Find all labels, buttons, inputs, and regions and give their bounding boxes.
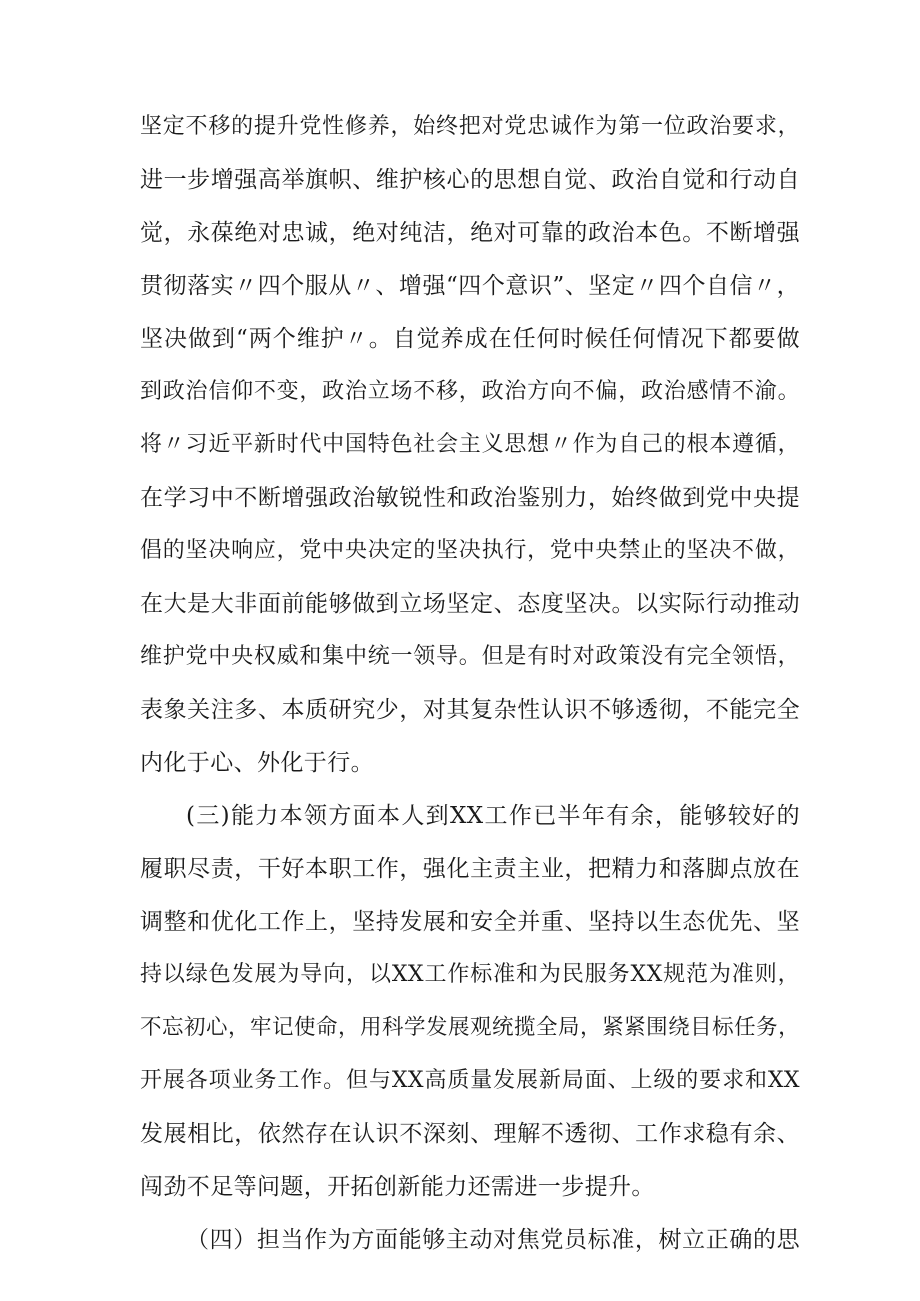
body-text-line: 表象关注多、本质研究少，对其复杂性认识不够透彻，不能完全: [140, 697, 800, 723]
body-text-line: 到政治信仰不变，政治立场不移，政治方向不偏，政治感情不渝。: [140, 379, 800, 404]
body-text-line: 履职尽责，干好本职工作，强化主责主业，把精力和落脚点放在: [140, 856, 800, 882]
section-three-first-line: (三)能力本领方面本人到XX工作已半年有余，能够较好的: [186, 803, 800, 829]
body-text-line: 将〃习近平新时代中国特色社会主义思想〃作为自己的根本遵循，: [140, 432, 800, 457]
body-text-line: 在学习中不断增强政治敏锐性和政治鉴别力，始终做到党中央提: [140, 485, 800, 511]
body-text-line: 闯劲不足等问题，开拓创新能力还需进一步提升。: [140, 1174, 655, 1200]
body-text-line: 贯彻落实〃四个服从〃、增强“四个意识”、坚定〃四个自信〃，: [140, 273, 800, 299]
body-text-line: 进一步增强高举旗帜、维护核心的思想自觉、政治自觉和行动自: [140, 167, 800, 193]
body-text-line: 持以绿色发展为导向，以XX工作标准和为民服务XX规范为准则，: [140, 962, 800, 987]
body-text-line: 维护党中央权威和集中统一领导。但是有时对政策没有完全领悟，: [140, 644, 800, 669]
body-text-line: 坚决做到“两个维护〃。自觉养成在任何时候任何情况下都要做: [140, 326, 800, 352]
body-text-line: 内化于心、外化于行。: [140, 750, 374, 776]
body-text-line: 不忘初心，牢记使命，用科学发展观统揽全局，紧紧围绕目标任务，: [140, 1015, 800, 1040]
body-text-line: 在大是大非面前能够做到立场坚定、态度坚决。以实际行动推动: [140, 591, 800, 617]
body-text-line: 开展各项业务工作。但与XX高质量发展新局面、上级的要求和XX: [140, 1068, 800, 1093]
body-text-line: 觉，永葆绝对忠诚，绝对纯洁，绝对可靠的政治本色。不断增强: [140, 220, 800, 246]
section-four-first-line: （四）担当作为方面能够主动对焦党员标准，树立正确的思: [186, 1227, 800, 1253]
body-text-line: 发展相比，依然存在认识不深刻、理解不透彻、工作求稳有余、: [140, 1121, 800, 1147]
body-text-line: 调整和优化工作上，坚持发展和安全并重、坚持以生态优先、坚: [140, 909, 800, 935]
body-text-line: 坚定不移的提升党性修养，始终把对党忠诚作为第一位政治要求，: [140, 114, 800, 139]
body-text-line: 倡的坚决响应，党中央决定的坚决执行，党中央禁止的坚决不做，: [140, 538, 800, 563]
